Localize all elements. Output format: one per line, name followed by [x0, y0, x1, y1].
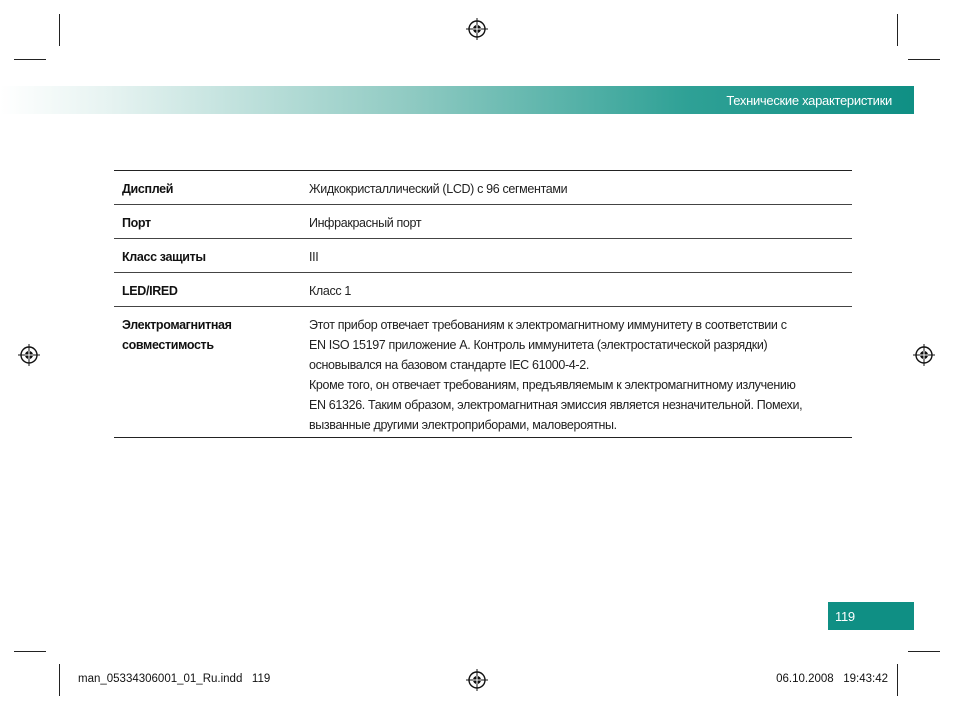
spec-value-line: основывался на базовом стандарте IEC 61000-4-2.	[309, 358, 589, 372]
spec-value-line: EN ISO 15197 приложение A. Контроль иммунитета (электростатической разрядки)	[309, 338, 768, 352]
spec-label-line: Электромагнитная	[122, 318, 232, 332]
crop-mark-bottom-right-horizontal	[908, 651, 940, 652]
registration-mark-icon	[18, 344, 40, 366]
spec-value-line: Кроме того, он отвечает требованиям, предъявляемым к электромагнитному излучению	[309, 378, 796, 392]
spec-value: Инфракрасный порт	[309, 216, 422, 230]
spec-label	[114, 307, 309, 438]
crop-mark-top-right-vertical	[897, 14, 898, 46]
spec-value	[309, 307, 852, 438]
page-number: 119	[835, 609, 855, 624]
spec-value: Жидкокристаллический (LCD) с 96 сегментами	[309, 182, 568, 196]
print-slug-timestamp: 06.10.2008 19:43:42	[776, 673, 888, 685]
crop-mark-bottom-left-vertical	[59, 664, 60, 696]
spec-value-line: вызванные другими электроприборами, маловероятны.	[309, 418, 617, 432]
registration-mark-icon	[466, 669, 488, 691]
table-row	[114, 171, 852, 205]
spec-label: Класс защиты	[122, 250, 206, 264]
spec-label-line: совместимость	[122, 338, 214, 352]
spec-value-line: Этот прибор отвечает требованиям к электромагнитному иммунитету в соответствии с	[309, 318, 787, 332]
print-slug-file: man_05334306001_01_Ru.indd 119	[78, 673, 271, 685]
crop-mark-top-right-horizontal	[908, 59, 940, 60]
table-row	[114, 307, 852, 438]
spec-label: Дисплей	[122, 182, 174, 196]
crop-mark-bottom-left-horizontal	[14, 651, 46, 652]
spec-label: Порт	[122, 216, 151, 230]
specifications-table	[114, 170, 852, 438]
spec-value: Класс 1	[309, 284, 352, 298]
table-row	[114, 273, 852, 307]
table-row	[114, 239, 852, 273]
registration-mark-icon	[913, 344, 935, 366]
spec-value-line: EN 61326. Таким образом, электромагнитная эмиссия является незначительной. Помехи,	[309, 398, 803, 412]
spec-label: LED/IRED	[122, 284, 178, 298]
crop-mark-top-left-vertical	[59, 14, 60, 46]
table-row	[114, 205, 852, 239]
crop-mark-bottom-right-vertical	[897, 664, 898, 696]
crop-mark-top-left-horizontal	[14, 59, 46, 60]
registration-mark-icon	[466, 18, 488, 40]
spec-value: III	[309, 250, 319, 264]
section-title: Технические характеристики	[726, 93, 892, 108]
